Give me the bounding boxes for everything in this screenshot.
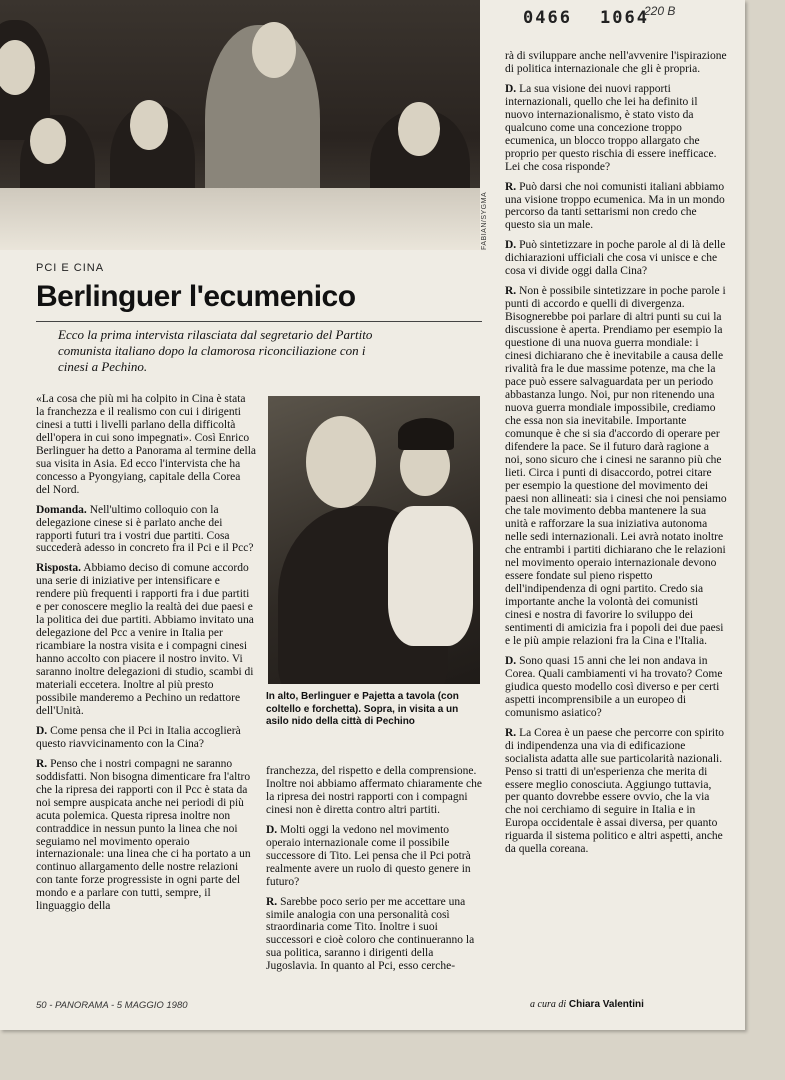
- paragraph-text: «La cosa che più mi ha colpito in Cina è stata la franchezza e il realismo con cui i dirigenti cinesi a tutti i livelli parlano della difficoltà dell'opera in cui sono impegnati». Così Enrico Berlinguer ha detto a Panorama al termine della sua visita in Asia. Ed ecco l'intervista che ha concesso a Pyongyiang, capitale della Corea del Nord.: [36, 393, 257, 496]
- speaker-label: R.: [36, 757, 48, 770]
- paragraph: [36, 562, 256, 717]
- byline-prefix: a cura di: [530, 999, 567, 1010]
- banquet-photo: [0, 0, 480, 250]
- speaker-label: R.: [505, 726, 517, 739]
- speaker-label: R.: [505, 285, 517, 298]
- reference-number: 1064: [600, 8, 649, 28]
- paragraph-text: Sarebbe poco serio per me accettare una simile analogia con una personalità così straordinaria come Tito. Inoltre i suoi successori e cioè coloro che continueranno la sua politica, saranno i dirigenti della Jugoslavia. In quanto al Pci, esso cerche-: [266, 895, 475, 973]
- paragraph-text: Non è possibile sintetizzare in poche parole i punti di accordo e quelli di divergenza. Bisognerebbe poi parlare di altri punti su cui la discussione è aperta. Prendiamo per esempio la questione di una nuova guerra mondiale: i cinesi dichiarano che è inevitabile a causa delle rivalità fra le due massime potenze, ma che la pace può essere salvaguardata per un periodo abbastanza lungo. Noi, pur non ritenendo una nuova guerra mondiale impossibile, crediamo che essa non sia inevitabile. Importante comunque è che si sia d'accordo di operare per difendere la pace. Se il futuro darà ragione a noi, sono sicuro che i cinesi ne saranno più che lieti. Circa i punti di disaccordo, potrei citare per esempio la questione del movimento dei paesi non allineati: sia i cinesi che noi pensiamo che tale movimento debba mantenere la sua unità e rafforzare la sua iniziativa autonoma nelle sedi internazionali. Lei avrà notato inoltre che entrambi i partiti dichiarano che le relazioni nel movimento operaio internazionale devono essere fondate sul pieno rispetto dell'indipendenza di ogni partito. Credo sia importante anche la volontà dei comunisti cinesi e nostra di favorire lo sviluppo dei sentimenti di amicizia fra i popoli dei due paesi e le più ampie relazioni fra la Cina e l'Italia.: [505, 285, 727, 647]
- paragraph: [505, 655, 727, 720]
- speaker-label: D.: [505, 239, 517, 252]
- section-kicker: PCI E CINA: [36, 262, 105, 274]
- standfirst: Ecco la prima intervista rilasciata dal segretario del Partito comunista italiano dopo la clamorosa riconciliazione con i cinesi a Pechino.: [58, 327, 373, 374]
- paragraph-text: Abbiamo deciso di comune accordo una serie di iniziative per intensificare e rendere più frequenti i rapporti fra i due partiti e per conoscere meglio la realtà dei due paesi e la politica dei due partiti. Abbiamo invitato una delegazione del Pcc a venire in Italia per ricambiare la nostra visita e i compagni cinesi hanno accolto con piacere il nostro invito. Vi saranno inoltre delegazioni di studio, scambi di materiali eccetera. Inoltre al più presto possibile manderemo a Pechino un redattore dell'Unità.: [36, 562, 254, 717]
- paragraph: [266, 824, 482, 889]
- paragraph: [36, 504, 256, 556]
- speaker-label: R.: [505, 180, 517, 193]
- byline: [530, 999, 644, 1010]
- paragraph: [505, 181, 727, 233]
- paragraph: [505, 285, 727, 648]
- paragraph-text: franchezza, del rispetto e della comprensione. Inoltre noi abbiamo affermato chiaramente che la ripresa dei nostri rapporti con i compagni cinesi non è diretta contro altri partiti.: [266, 765, 482, 816]
- paragraph: [36, 725, 256, 751]
- speaker-label: Domanda.: [36, 503, 87, 516]
- speaker-label: D.: [266, 823, 278, 836]
- paragraph-text: rà di sviluppare anche nell'avvenire l'ispirazione di politica internazionale che gli è propria.: [505, 50, 727, 75]
- paragraph-text: Può darsi che noi comunisti italiani abbiamo una visione troppo ecumenica. Ma in un mondo percorso da tanti settarismi non credo che questo sia un male.: [505, 180, 725, 232]
- headline: Berlinguer l'ecumenico: [36, 280, 356, 313]
- paragraph: [36, 758, 256, 913]
- kindergarten-photo: [268, 396, 480, 684]
- paragraph: [266, 765, 482, 817]
- photo-caption: In alto, Berlinguer e Pajetta a tavola (con coltello e forchetta). Sopra, in visita a un asilo nido della città di Pechino: [266, 691, 459, 727]
- paragraph: [266, 896, 482, 974]
- archive-number: 0466: [523, 8, 572, 28]
- paragraph: [505, 727, 727, 857]
- column-2: [266, 765, 482, 973]
- column-1: [36, 393, 256, 913]
- page-footer: 50 - PANORAMA - 5 MAGGIO 1980: [36, 1000, 188, 1011]
- paragraph-text: Nell'ultimo colloquio con la delegazione cinese si è parlato anche dei rapporti futuri tra i vostri due partiti. Cosa succederà adesso in concreto fra il Pci e il Pcc?: [36, 503, 254, 555]
- paragraph: [36, 393, 256, 497]
- byline-author: Chiara Valentini: [568, 999, 644, 1010]
- paragraph: [505, 83, 727, 174]
- paragraph: [505, 50, 727, 76]
- paragraph-text: Penso che i nostri compagni ne saranno soddisfatti. Non bisogna dimenticare fra l'altro che la ripresa dei rapporti con il Pcc è stata da noi sempre auspicata anche nei periodi di più acuta polemica. Questa ripresa inoltre non contraddice in nessun punto la linea che noi seguiamo nel movimento operaio internazionale: una linea che ci ha portato a un continuo allargamento delle nostre relazioni con tante forze progressiste in ogni parte del mondo e a parlare con tutti, sempre, il linguaggio della: [36, 757, 251, 913]
- paragraph-text: Sono quasi 15 anni che lei non andava in Corea. Quali cambiamenti vi ha trovato? Come giudica questo modello così diverso e per certi aspetti incomprensibile a un europeo di comunismo asiatico?: [505, 654, 723, 719]
- speaker-label: D.: [505, 654, 517, 667]
- speaker-label: D.: [505, 82, 517, 95]
- paragraph-text: Molti oggi la vedono nel movimento operaio internazionale come il possibile successore di Tito. Lei pensa che il Pci potrà realmente avere un ruolo di questo genere in futuro?: [266, 823, 471, 888]
- speaker-label: D.: [36, 724, 48, 737]
- photo-credit: FABIAN/SYGMA: [481, 191, 488, 250]
- paragraph-text: Può sintetizzare in poche parole al di là delle dichiarazioni ufficiali che cosa vi unisce e che cosa vi divide oggi dalla Cina?: [505, 239, 726, 278]
- paragraph-text: La sua visione dei nuovi rapporti internazionali, quello che lei ha definito il nuovo internazionalismo, è stato visto da qualcuno come una concezione troppo ecumenica, un blocco troppo allargato che proprio per questo rischia di essere inefficace. Lei che cosa risponde?: [505, 82, 717, 173]
- paragraph: [505, 239, 727, 278]
- divider: [36, 321, 482, 322]
- speaker-label: Risposta.: [36, 562, 82, 575]
- paragraph-text: Come pensa che il Pci in Italia accoglierà questo riavvicinamento con la Cina?: [36, 724, 241, 750]
- paragraph-text: La Corea è un paese che percorre con spirito di indipendenza una via di edificazione socialista adatta alle sue particolarità nazionali. Penso si tratti di un'esperienza che merita di essere meglio conosciuta. Aggiungo tuttavia, per quanto dovrebbe essere ovvio, che la via che noi cerchiamo di seguire in Italia e in Europa occidentale è assai diversa, per quanto riguarda il sistema politico e altri aspetti, anche da quella coreana.: [505, 726, 725, 856]
- column-3: [505, 50, 727, 856]
- handwritten-note: 220 B: [644, 4, 676, 18]
- speaker-label: R.: [266, 895, 278, 908]
